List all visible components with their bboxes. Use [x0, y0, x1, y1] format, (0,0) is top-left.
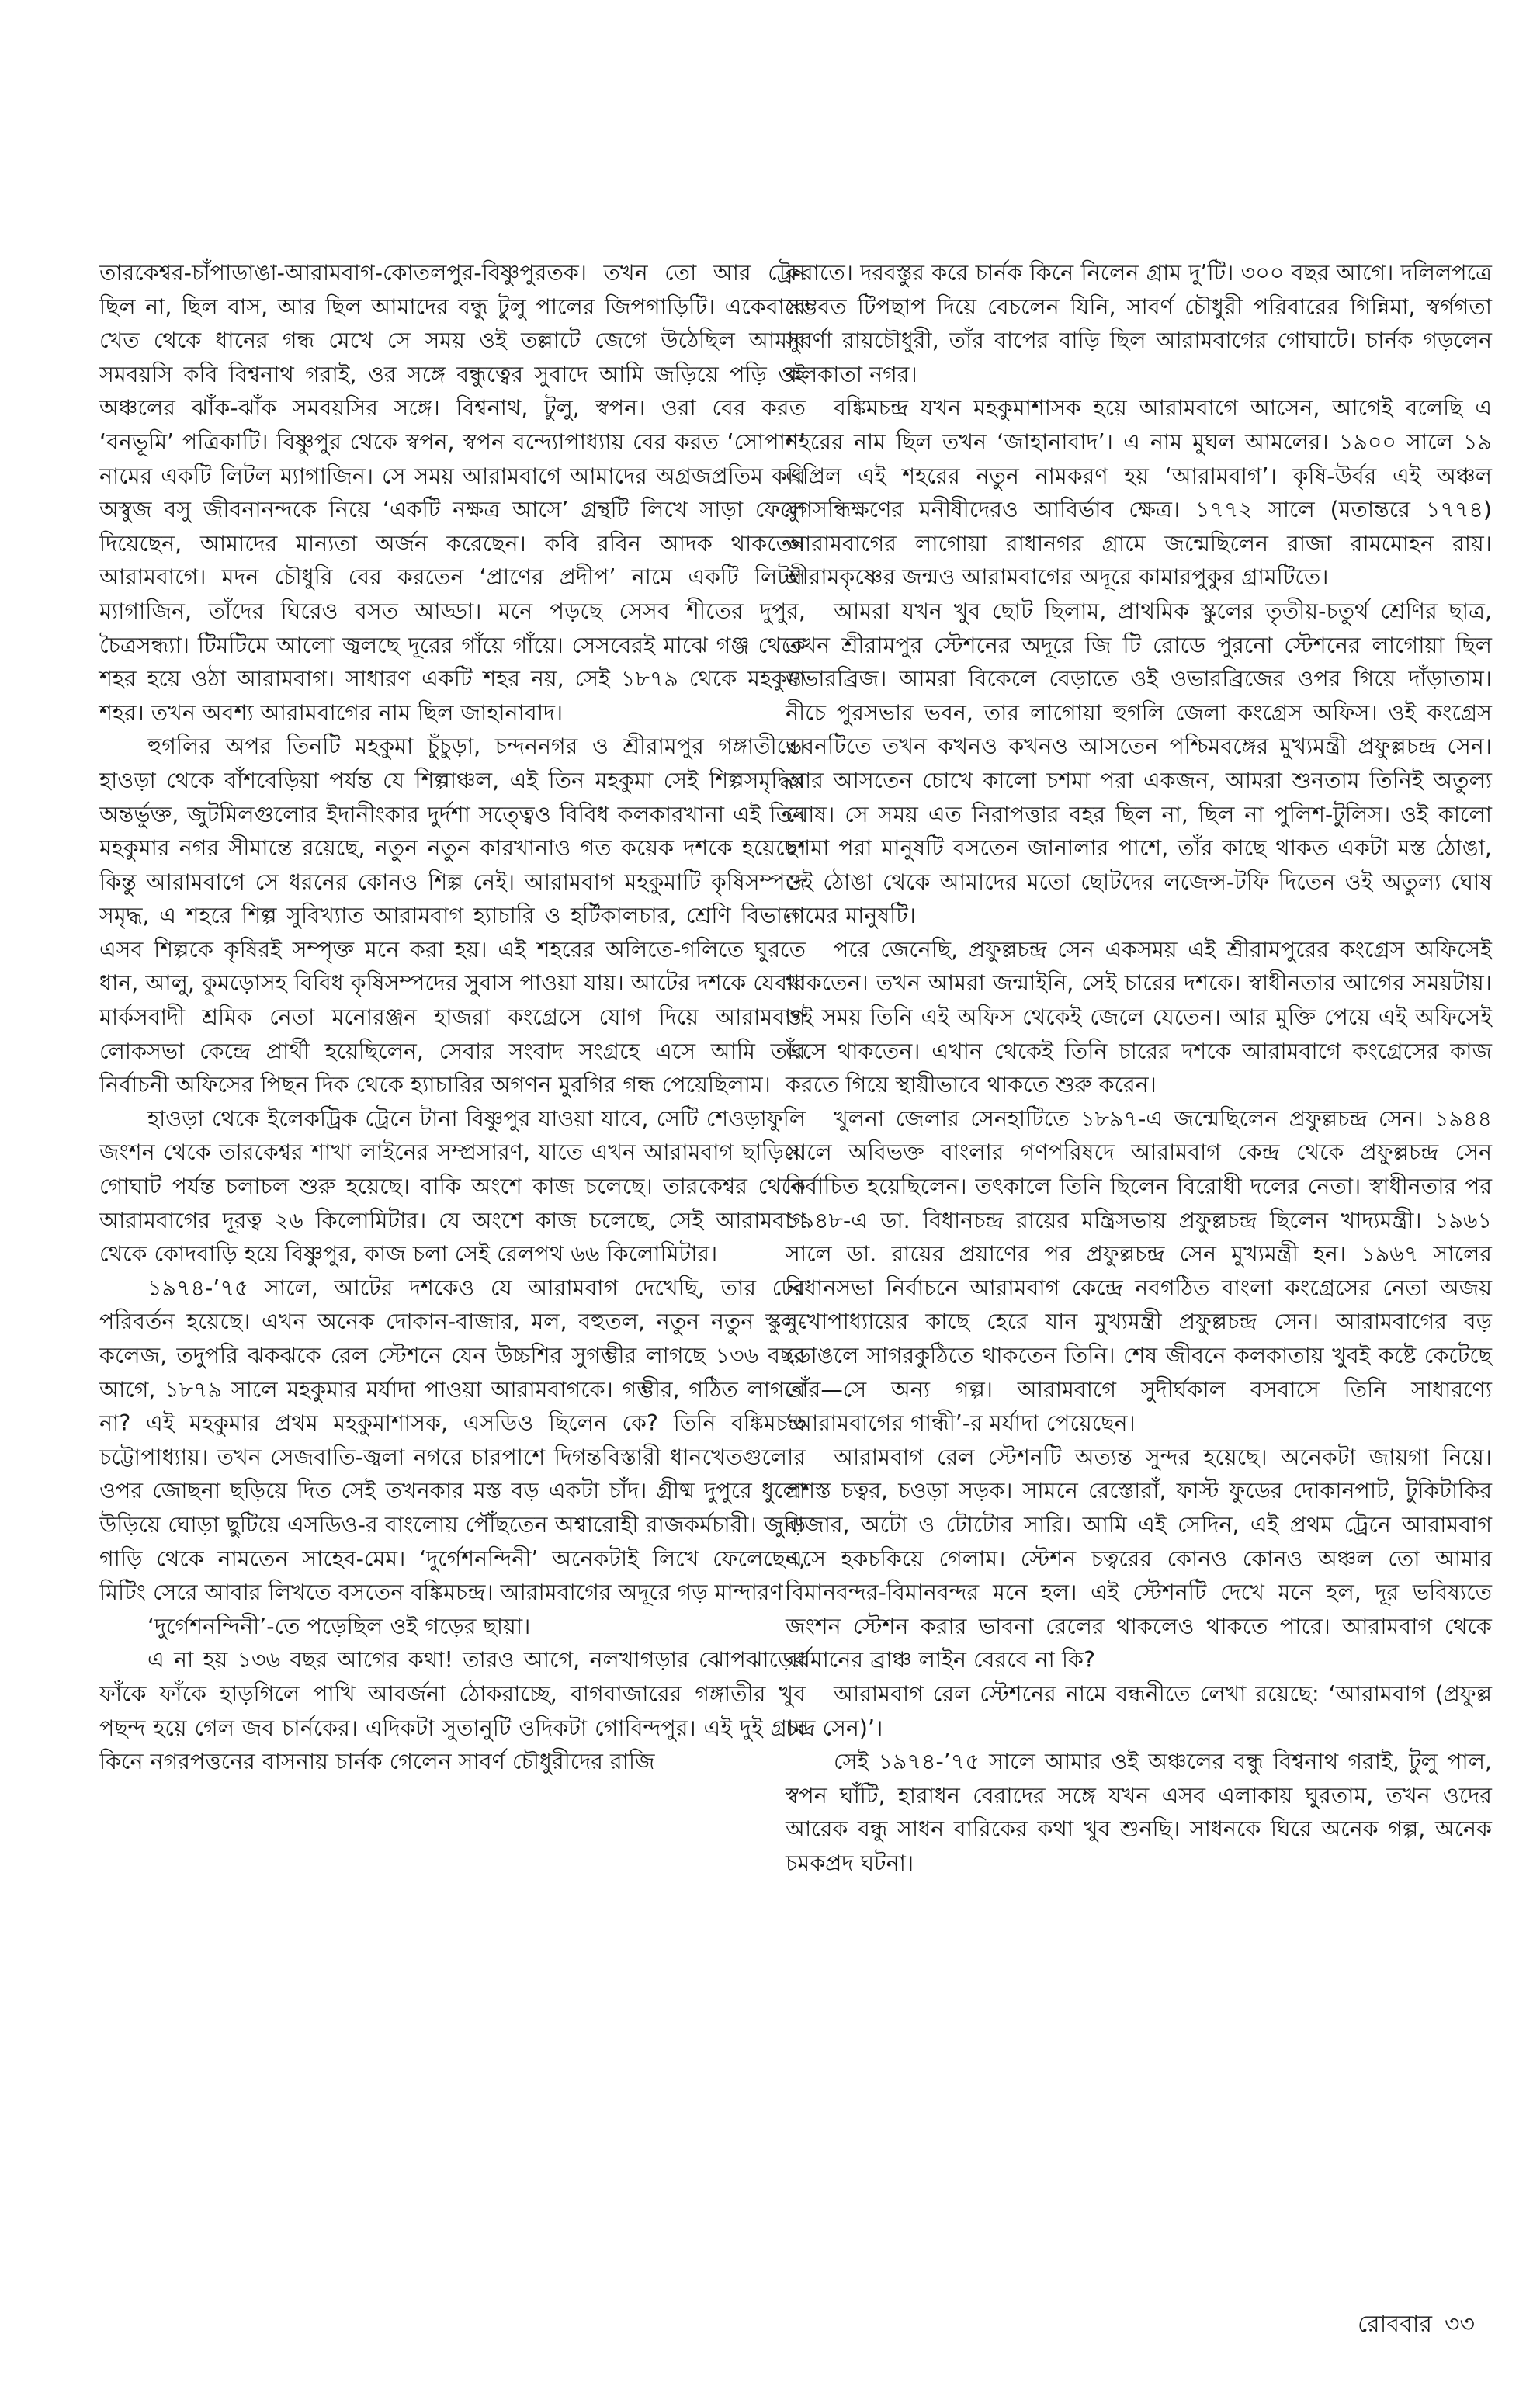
page-footer: [1226, 2305, 1475, 2345]
paragraph: পরে জেনেছি, প্রফুল্লচন্দ্র সেন একসময় এই শ্রীরামপুরের কংগ্রেস অফিসেই থাকতেন। তখন আমরা জন্মাইনি, সেই চারের দশকে। স্বাধীনতার আগের সময়টায়। ওই সময় তিনি এই অফিস থেকেই জেলে যেতেন। আর মুক্তি পেয়ে এই অফিসেই এসে থাকতেন। এখান থেকেই তিনি চারের দশকে আরামবাগে কংগ্রেসের কাজ করতে গিয়ে স্থায়ীভাবে থাকতে শুরু করেন।: [786, 936, 1492, 1098]
paragraph: হাওড়া থেকে ইলেকট্রিক ট্রেনে টানা বিষ্ণুপুর যাওয়া যাবে, সেটি শেওড়াফুলি জংশন থেকে তারকেশ্বর শাখা লাইনের সম্প্রসারণ, যাতে এখন আরামবাগ ছাড়িয়ে গোঘাট পর্যন্ত চলাচল শুরু হয়েছে। বাকি অংশে কাজ চলেছে। তারকেশ্বর থেকে আরামবাগের দূরত্ব ২৬ কিলোমিটার। যে অংশে কাজ চলেছে, সেই আরামবাগ থেকে কোদবাড়ি হয়ে বিষ্ণুপুর, কাজ চলা সেই রেলপথ ৬৬ কিলোমিটার।: [99, 1105, 806, 1268]
paragraph: আমরা যখন খুব ছোট ছিলাম, প্রাথমিক স্কুলের তৃতীয়-চতুর্থ শ্রেণির ছাত্র, তখন শ্রীরামপুর স্টেশনের অদূরে জি টি রোডে পুরনো স্টেশনের লাগোয়া ছিল ওভারব্রিজ। আমরা বিকেলে বেড়াতে ওই ওভারব্রিজের ওপর গিয়ে দাঁড়াতাম। নীচে পুরসভার ভবন, তার লাগোয়া হুগলি জেলা কংগ্রেস অফিস। ওই কংগ্রেস ভবনটিতে তখন কখনও কখনও আসতেন পশ্চিমবঙ্গের মুখ্যমন্ত্রী প্রফুল্লচন্দ্র সেন। আর আসতেন চোখে কালো চশমা পরা একজন, আমরা শুনতাম তিনিই অতুল্য ঘোষ। সে সময় এত নিরাপত্তার বহর ছিল না, ছিল না পুলিশ-টুলিস। ওই কালো চশমা পরা মানুষটি বসতেন জানালার পাশে, তাঁর কাছে থাকত একটা মস্ত ঠোঙা, ওই ঠোঙা থেকে আমাদের মতো ছোটদের লজেন্স-টফি দিতেন ওই অতুল্য ঘোষ নামের মানুষটি।: [786, 598, 1492, 929]
paragraph: হুগলির অপর তিনটি মহকুমা চুঁচুড়া, চন্দননগর ও শ্রীরামপুর গঙ্গাতীরে। হাওড়া থেকে বাঁশবেড়িয়া পর্যন্ত যে শিল্পাঞ্চল, এই তিন মহকুমা সেই শিল্পসমৃদ্ধির অন্তর্ভুক্ত, জুটমিলগুলোর ইদানীংকার দুর্দশা সত্ত্বেও বিবিধ কলকারখানা এই তিন মহকুমার নগর সীমান্তে রয়েছে, নতুন নতুন কারখানাও গত কয়েক দশকে হয়েছে। কিন্তু আরামবাগে সে ধরনের কোনও শিল্প নেই। আরামবাগ মহকুমাটি কৃষিসম্পদে সমৃদ্ধ, এ শহরে শিল্প সুবিখ্যাত আরামবাগ হ্যাচারি ও হর্টিকালচার, শ্রেণি বিভাগে এসব শিল্পকে কৃষিরই সম্পৃক্ত মনে করা হয়। এই শহরের অলিতে-গলিতে ঘুরতে ধান, আলু, কুমড়োসহ বিবিধ কৃষিসম্পদের সুবাস পাওয়া যায়। আটের দশকে যেবার মার্কসবাদী শ্রমিক নেতা মনোরঞ্জন হাজরা কংগ্রেসে যোগ দিয়ে আরামবাগ লোকসভা কেন্দ্রে প্রার্থী হয়েছিলেন, সেবার সংবাদ সংগ্রহে এসে আমি তাঁর নির্বাচনী অফিসের পিছন দিক থেকে হ্যাচারির অগণন মুরগির গন্ধ পেয়েছিলাম।: [99, 734, 806, 1098]
paragraph: ১৯৭৪-’৭৫ সালে, আটের দশকেও যে আরামবাগ দেখেছি, তার ঢের পরিবর্তন হয়েছে। এখন অনেক দোকান-বাজার, মল, বহুতল, নতুন নতুন স্কুল-কলেজ, তদুপরি ঝকঝকে রেল স্টেশনে যেন উচ্চশির সুগম্ভীর লাগছে ১৩৬ বছর আগে, ১৮৭৯ সালে মহকুমার মর্যাদা পাওয়া আরামবাগকে। গম্ভীর, গঠিত লাগবে না? এই মহকুমার প্রথম মহকুমাশাসক, এসডিও ছিলেন কে? তিনি বঙ্কিমচন্দ্র চট্টোপাধ্যায়। তখন সেজবাতি-জ্বলা নগরে চারপাশে দিগন্তবিস্তারী ধানখেতগুলোর ওপর জোছনা ছড়িয়ে দিত সেই তখনকার মস্ত বড় একটা চাঁদ। গ্রীষ্ম দুপুরে ধুলো উড়িয়ে ঘোড়া ছুটিয়ে এসডিও-র বাংলোয় পৌঁছতেন অশ্বারোহী রাজকর্মচারী। জুড়ি গাড়ি থেকে নামতেন সাহেব-মেম। ‘দুর্গেশনন্দিনী’ অনেকটাই লিখে ফেলেছেন, মিটিং সেরে আবার লিখতে বসতেন বঙ্কিমচন্দ্র। আরামবাগের অদূরে গড় মান্দারণ।: [99, 1275, 806, 1606]
left-column: [99, 256, 806, 1779]
paragraph: ‘দুর্গেশনন্দিনী’-তে পড়েছিল ওই গড়ের ছায়া।: [147, 1613, 531, 1639]
paragraph: করাতে। দরবস্তুর করে চার্নক কিনে নিলেন গ্রাম দু’টি। ৩০০ বছর আগে। দলিলপত্রে সম্ভবত টিপছাপ দিয়ে বেচলেন যিনি, সাবর্ণ চৌধুরী পরিবারের গিন্নিমা, স্বর্গগতা সুবর্ণা রায়চৌধুরী, তাঁর বাপের বাড়ি ছিল আরামবাগের গোঘাটে। চার্নক গড়লেন কলকাতা নগর।: [786, 260, 1492, 387]
paragraph: আরামবাগ রেল স্টেশনটি অত্যন্ত সুন্দর হয়েছে। অনেকটা জায়গা নিয়ে। প্রশস্ত চত্বর, চওড়া সড়ক। সামনে রেস্তোরাঁ, ফাস্ট ফুডের দোকানপাট, টুকিটাকির বাজার, অটো ও টোটোর সারি। আমি এই সেদিন, এই প্রথম ট্রেনে আরামবাগ এসে হকচকিয়ে গেলাম। স্টেশন চত্বরের কোনও কোনও অঞ্চল তো আমার বিমানবন্দর-বিমানবন্দর মনে হল। এই স্টেশনটি দেখে মনে হল, দূর ভবিষ্যতে জংশন স্টেশন করার ভাবনা রেলের থাকলেও থাকতে পারে। আরামবাগ থেকে বর্ধমানের ব্রাঞ্চ লাইন বেরবে না কি?: [786, 1444, 1492, 1673]
page-number: ৩৩: [1444, 2311, 1475, 2338]
paragraph: তারকেশ্বর-চাঁপাডাঙা-আরামবাগ-কোতলপুর-বিষ্ণুপুরতক। তখন তো আর ট্রেন ছিল না, ছিল বাস, আর ছিল আমাদের বন্ধু টুলু পালের জিপগাড়িটি। একেবারে খেত থেকে ধানের গন্ধ মেখে সে সময় ওই তল্লাটে জেগে উঠেছিল আমার সমবয়সি কবি বিশ্বনাথ গরাই, ওর সঙ্গে বন্ধুত্বের সুবাদে আমি জড়িয়ে পড়ি ওই অঞ্চলের ঝাঁক-ঝাঁক সমবয়সির সঙ্গে। বিশ্বনাথ, টুলু, স্বপন। ওরা বের করত ‘বনভূমি’ পত্রিকাটি। বিষ্ণুপুর থেকে স্বপন, স্বপন বন্দ্যোপাধ্যায় বের করত ‘সোপান’ নামের একটি লিটল ম্যাগাজিন। সে সময় আরামবাগে আমাদের অগ্রজপ্রতিম কবি অস্বুজ বসু জীবনানন্দকে নিয়ে ‘একটি নক্ষত্র আসে’ গ্রন্থটি লিখে সাড়া ফেলে দিয়েছেন, আমাদের মান্যতা অর্জন করেছেন। কবি রবিন আদক থাকতেন আরামবাগে। মদন চৌধুরি বের করতেন ‘প্রাণের প্রদীপ’ নামে একটি লিটল ম্যাগাজিন, তাঁদের ঘিরেও বসত আড্ডা। মনে পড়ছে সেসব শীতের দুপুর, চৈত্রসন্ধ্যা। টিমটিমে আলো জ্বলছে দূরের গাঁয়ে গাঁয়ে। সেসবেরই মাঝে গঞ্জ থেকে শহর হয়ে ওঠা আরামবাগ। সাধারণ একটি শহর নয়, সেই ১৮৭৯ থেকে মহকুমা শহর। তখন অবশ্য আরামবাগের নাম ছিল জাহানাবাদ।: [99, 260, 806, 726]
paragraph: আরামবাগ রেল স্টেশনের নামে বন্ধনীতে লেখা রয়েছে: ‘আরামবাগ (প্রফুল্ল চন্দ্র সেন)’।: [786, 1680, 1492, 1741]
section-name: রোববার: [1358, 2311, 1432, 2338]
paragraph: খুলনা জেলার সেনহাটিতে ১৮৯৭-এ জন্মেছিলেন প্রফুল্লচন্দ্র সেন। ১৯৪৪ সালে অবিভক্ত বাংলার গণপরিষদে আরামবাগ কেন্দ্র থেকে প্রফুল্লচন্দ্র সেন নির্বাচিত হয়েছিলেন। তৎকালে তিনি ছিলেন বিরোধী দলের নেতা। স্বাধীনতার পর ১৯৪৮-এ ডা. বিধানচন্দ্র রায়ের মন্ত্রিসভায় প্রফুল্লচন্দ্র ছিলেন খাদ্যমন্ত্রী। ১৯৬১ সালে ডা. রায়ের প্রয়াণের পর প্রফুল্লচন্দ্র সেন মুখ্যমন্ত্রী হন। ১৯৬৭ সালের বিধানসভা নির্বাচনে আরামবাগ কেন্দ্রে নবগঠিত বাংলা কংগ্রেসের নেতা অজয় মুখোপাধ্যায়ের কাছে হেরে যান মুখ্যমন্ত্রী প্রফুল্লচন্দ্র সেন। আরামবাগের বড় ডোঙলে সাগরকুঠিতে থাকতেন তিনি। শেষ জীবনে কলকাতায় খুবই কষ্টে কেটেছে তাঁর—সে অন্য গল্প। আরামবাগে সুদীর্ঘকাল বসবাসে তিনি সাধারণ্যে ‘আরামবাগের গান্ধী’-র মর্যাদা পেয়েছেন।: [786, 1105, 1492, 1437]
right-column: [786, 256, 1492, 1881]
paragraph: এ না হয় ১৩৬ বছর আগের কথা! তারও আগে, নলখাগড়ার ঝোপঝাড়ের ফাঁকে ফাঁকে হাড়গিলে পাখি আবর্জনা ঠোকরাচ্ছে, বাগবাজারের গঙ্গাতীর খুব পছন্দ হয়ে গেল জব চার্নকের। এদিকটা সুতানুটি ওদিকটা গোবিন্দপুর। এই দুই গ্রাম কিনে নগরপত্তনের বাসনায় চার্নক গেলেন সাবর্ণ চৌধুরীদের রাজি: [99, 1647, 806, 1775]
paragraph: বঙ্কিমচন্দ্র যখন মহকুমাশাসক হয়ে আরামবাগে আসেন, আগেই বলেছি এ শহরের নাম ছিল তখন ‘জাহানাবাদ’। এ নাম মুঘল আমলের। ১৯০০ সালে ১৯ এপ্রিল এই শহরের নতুন নামকরণ হয় ‘আরামবাগ’। কৃষি-উর্বর এই অঞ্চল যুগসন্ধিক্ষণের মনীষীদেরও আবির্ভাব ক্ষেত্র। ১৭৭২ সালে (মতান্তরে ১৭৭৪) আরামবাগের লাগোয়া রাধানগর গ্রামে জন্মেছিলেন রাজা রামমোহন রায়। শ্রীরামকৃষ্ণের জন্মও আরামবাগের অদূরে কামারপুকুর গ্রামটিতে।: [786, 395, 1492, 591]
paragraph: সেই ১৯৭৪-’৭৫ সালে আমার ওই অঞ্চলের বন্ধু বিশ্বনাথ গরাই, টুলু পাল, স্বপন ঘাঁটি, হারাধন বেরাদের সঙ্গে যখন এসব এলাকায় ঘুরতাম, তখন ওদের আরেক বন্ধু সাধন বারিকের কথা খুব শুনছি। সাধনকে ঘিরে অনেক গল্প, অনেক চমকপ্রদ ঘটনা।: [786, 1749, 1492, 1876]
